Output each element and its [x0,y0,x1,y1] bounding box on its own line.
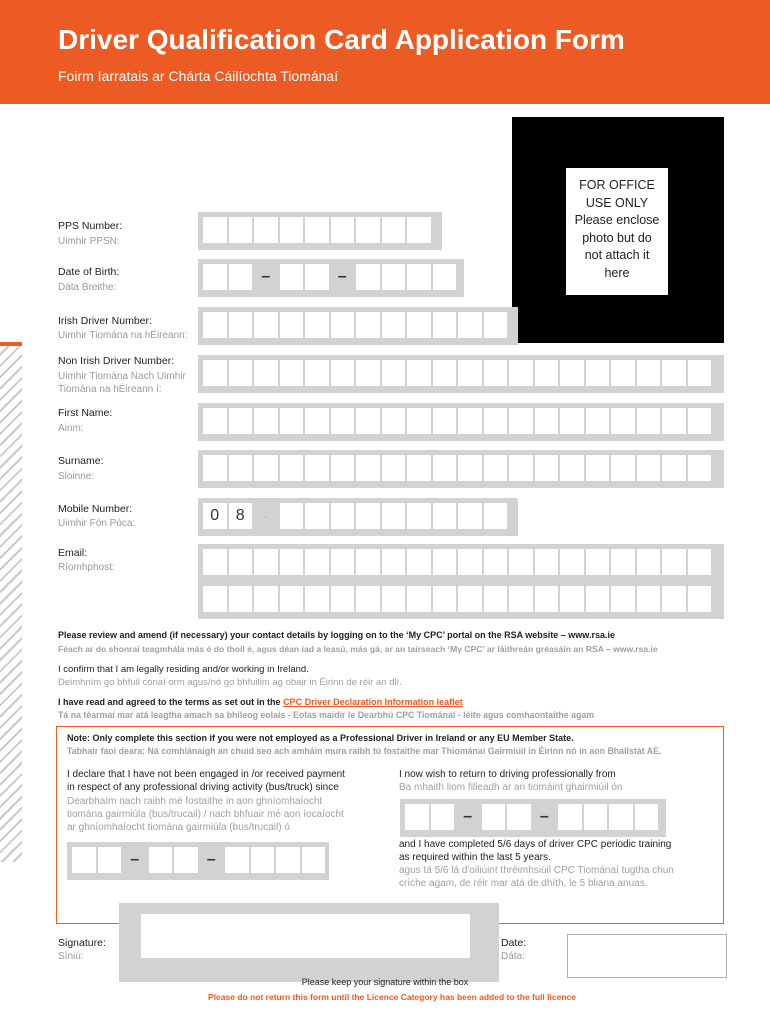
residing-statement: I confirm that I am legally residing and/or working in Ireland. [58,664,309,675]
not-engaged-since-date-field[interactable] [67,842,329,880]
left-declaration-line: I declare that I have not been engaged in /or received payment [67,769,345,780]
first-name-label: First Name: [58,407,113,419]
mobile-prefix-digit: 0 [203,503,227,529]
non-irish-driver-label-ga-1: Uimhir Tiomána Nach Uimhir [58,371,186,382]
irish-driver-label: Irish Driver Number: [58,315,152,327]
return-to-driving-text-ga: Ba mhaith liom filleadh ar an tiomáint ghairmiúil ón [399,782,623,793]
agree-statement-ga: Tá na téarmaí mar atá leagtha amach sa bhileog eolais - Eolas maidir le Dearbhú CPC Tiománaí - léite agus comhaontaithe agam [58,710,595,720]
signature-label: Signature: [58,937,106,949]
non-irish-driver-label-ga-2: Tiomána na hÉireann í: [58,384,162,395]
mobile-label-ga: Uimhir Fón Póca: [58,518,136,529]
return-to-driving-text: I now wish to return to driving professionally from [399,769,616,780]
training-completed-text: as required within the last 5 years. [399,852,551,863]
photo-line: USE ONLY [585,195,649,210]
date-label-ga: Dáta: [501,951,525,962]
email-label: Email: [58,547,88,559]
photo-line: not attach it [584,248,650,262]
pps-label-ga: Uimhir PPSN: [58,236,120,247]
return-warning: Please do not return this form until the Licence Category has been added to the full licence [208,992,576,1002]
date-label: Date: [501,937,527,949]
photo-line: here [604,265,630,280]
return-to-driving-date-field[interactable] [400,799,666,837]
header-banner [0,0,770,104]
pps-label: PPS Number: [58,220,123,232]
dob-field[interactable] [198,259,464,297]
form-subtitle: Foirm Iarratais ar Chárta Cáilíochta Tiománaí [58,68,339,84]
dob-label-ga: Dáta Breithe: [58,282,117,293]
irish-driver-number-field[interactable] [198,307,518,345]
non-irish-driver-number-field[interactable] [198,355,724,393]
training-completed-text: and I have completed 5/6 days of driver CPC periodic training [399,839,672,850]
first-name-field[interactable] [198,403,724,441]
mobile-label: Mobile Number: [58,503,133,515]
left-declaration-line: in respect of any professional driving activity (bus/truck) since [67,782,339,793]
signature-label-ga: Síniú: [58,951,84,962]
non-irish-driver-label: Non Irish Driver Number: [58,355,175,367]
date-dash: – [130,851,140,868]
training-completed-text-ga: agus tá 5/6 lá d'oiliúint thréimhsiúil CPC Tiománaí tugtha chun [399,865,674,876]
date-dash: – [539,808,549,825]
mobile-dash: - [263,509,268,523]
first-name-label-ga: Ainm: [58,423,84,434]
mobile-prefix-digit: 8 [229,503,253,529]
agree-statement-text: I have read and agreed to the terms as set out in the [58,697,284,707]
review-statement-ga: Féach ar do shonraí teagmhála más é do thoil é, agus déan iad a leasú, más gá, ar an tairseach ‘My CPC’ ar láithreán gréasáin an RSA – www.rsa.ie [58,644,658,654]
left-declaration-line-ga: tiomána gairmiúla (bus/trucail) / nach bhfuair mé aon íocaíocht [67,809,344,820]
dob-dash: – [261,268,271,285]
photo-placeholder [566,168,668,295]
professional-driver-note-section [56,726,724,924]
date-dash: – [206,851,216,868]
email-field[interactable] [198,544,724,619]
irish-driver-label-ga: Uimhir Tiomána na hÉireann: [58,330,188,341]
decorative-stripe-accent [0,342,22,346]
left-declaration-line-ga: ar ghníomhaíocht tiomána gairmiúla (bus/trucail) ó [67,822,290,833]
form-title: Driver Qualification Card Application Form [58,24,625,55]
surname-label-ga: Sloinne: [58,471,95,482]
dob-label: Date of Birth: [58,266,120,278]
review-statement: Please review and amend (if necessary) your contact details by logging on to the ‘My CPC’ portal on the RSA website – www.rsa.ie [58,630,615,640]
email-label-ga: Ríomhphost: [58,562,115,573]
date-dash: – [463,808,473,825]
surname-field[interactable] [198,450,724,488]
agree-statement [58,697,463,707]
signature-box[interactable] [141,914,470,958]
left-declaration-line-ga: Dearbhaím nach raibh mé fostaithe in aon ghníomhaíocht [67,796,323,807]
pps-number-field[interactable] [198,212,442,250]
signature-date-field[interactable] [567,934,727,978]
cpc-declaration-leaflet-link[interactable]: CPC Driver Declaration Information leaflet [283,697,463,707]
training-completed-text-ga: críche agam, de réir mar atá de dhíth, le 5 bliana anuas. [399,878,648,889]
residing-statement-ga: Deimhním go bhfuil cónaí orm agus/nó go bhfuilim ag obair in Éirinn de réir an dlí. [58,677,402,688]
photo-line: photo but do [582,230,652,245]
surname-label: Surname: [58,455,104,467]
decorative-stripes [0,342,22,862]
signature-instruction: Please keep your signature within the box [301,977,469,987]
note-title-ga: Tabhair faoi deara: Ná comhlánaigh an chuid seo ach amháin mura raibh tú fostaithe mar Thiománaí Gairmiúil in Éirinn nó in aon Bhallstát AE. [67,746,662,756]
photo-line: FOR OFFICE [579,178,655,192]
dob-dash: – [337,268,347,285]
note-title: Note: Only complete this section if you were not employed as a Professional Driver in Ireland or any EU Member State. [67,733,574,743]
photo-line: Please enclose [574,213,660,227]
mobile-number-field[interactable] [198,498,518,536]
